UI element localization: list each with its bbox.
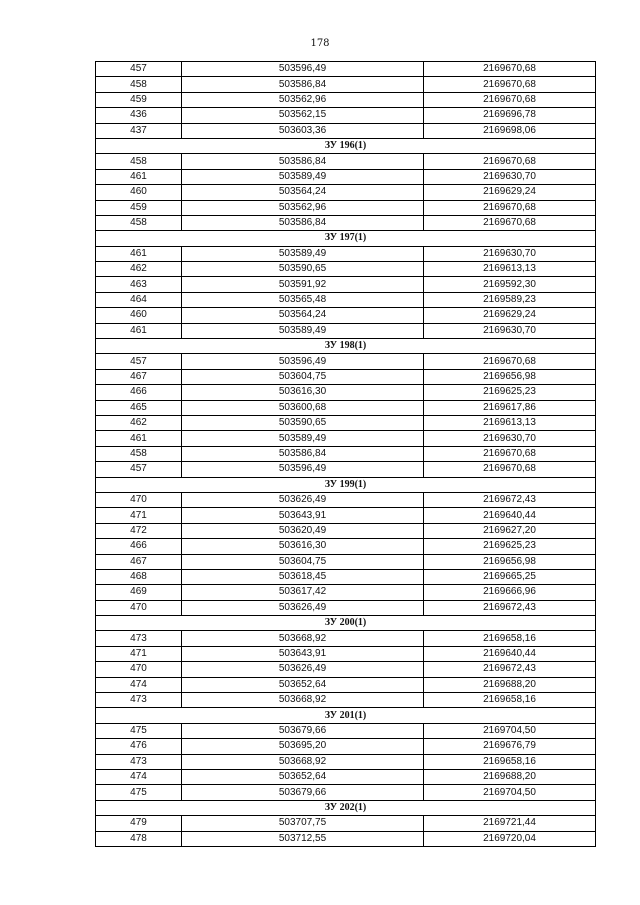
x-coordinate-cell: 503586,84	[182, 215, 424, 230]
point-number-cell: 459	[96, 200, 182, 215]
point-number-cell: 473	[96, 754, 182, 769]
table-row	[96, 77, 596, 92]
y-coordinate-cell: 2169666,96	[424, 585, 596, 600]
x-coordinate-cell: 503626,49	[182, 492, 424, 507]
point-number-cell: 460	[96, 185, 182, 200]
x-coordinate-cell: 503586,84	[182, 446, 424, 461]
table-row	[96, 646, 596, 661]
table-row	[96, 569, 596, 584]
section-header-row	[96, 231, 596, 246]
table-row	[96, 62, 596, 77]
point-number-cell: 467	[96, 369, 182, 384]
y-coordinate-cell: 2169670,68	[424, 354, 596, 369]
x-coordinate-cell: 503589,49	[182, 323, 424, 338]
x-coordinate-cell: 503603,36	[182, 123, 424, 138]
table-row	[96, 169, 596, 184]
section-title: ЗУ 200(1)	[96, 616, 596, 631]
x-coordinate-cell: 503679,66	[182, 723, 424, 738]
coordinates-table	[95, 61, 596, 847]
table-row	[96, 415, 596, 430]
point-number-cell: 470	[96, 662, 182, 677]
section-header-row	[96, 339, 596, 354]
section-header-row	[96, 708, 596, 723]
x-coordinate-cell: 503590,65	[182, 415, 424, 430]
point-number-cell: 436	[96, 108, 182, 123]
y-coordinate-cell: 2169704,50	[424, 785, 596, 800]
point-number-cell: 469	[96, 585, 182, 600]
point-number-cell: 474	[96, 677, 182, 692]
point-number-cell: 465	[96, 400, 182, 415]
point-number-cell: 466	[96, 385, 182, 400]
x-coordinate-cell: 503679,66	[182, 785, 424, 800]
y-coordinate-cell: 2169613,13	[424, 415, 596, 430]
y-coordinate-cell: 2169688,20	[424, 769, 596, 784]
y-coordinate-cell: 2169630,70	[424, 431, 596, 446]
table-row	[96, 739, 596, 754]
point-number-cell: 459	[96, 92, 182, 107]
x-coordinate-cell: 503591,92	[182, 277, 424, 292]
table-row	[96, 246, 596, 261]
table-row	[96, 508, 596, 523]
point-number-cell: 472	[96, 523, 182, 538]
y-coordinate-cell: 2169658,16	[424, 631, 596, 646]
point-number-cell: 478	[96, 831, 182, 846]
x-coordinate-cell: 503626,49	[182, 600, 424, 615]
x-coordinate-cell: 503707,75	[182, 816, 424, 831]
point-number-cell: 479	[96, 816, 182, 831]
x-coordinate-cell: 503562,96	[182, 92, 424, 107]
point-number-cell: 466	[96, 539, 182, 554]
x-coordinate-cell: 503562,96	[182, 200, 424, 215]
table-row	[96, 108, 596, 123]
y-coordinate-cell: 2169670,68	[424, 200, 596, 215]
table-row	[96, 200, 596, 215]
table-row	[96, 92, 596, 107]
point-number-cell: 461	[96, 246, 182, 261]
table-row	[96, 523, 596, 538]
section-title: ЗУ 202(1)	[96, 800, 596, 815]
section-header-row	[96, 477, 596, 492]
table-row	[96, 492, 596, 507]
y-coordinate-cell: 2169630,70	[424, 169, 596, 184]
y-coordinate-cell: 2169720,04	[424, 831, 596, 846]
table-row	[96, 554, 596, 569]
y-coordinate-cell: 2169629,24	[424, 185, 596, 200]
point-number-cell: 475	[96, 785, 182, 800]
y-coordinate-cell: 2169672,43	[424, 662, 596, 677]
x-coordinate-cell: 503668,92	[182, 754, 424, 769]
point-number-cell: 471	[96, 646, 182, 661]
point-number-cell: 457	[96, 62, 182, 77]
table-row	[96, 154, 596, 169]
x-coordinate-cell: 503590,65	[182, 262, 424, 277]
y-coordinate-cell: 2169670,68	[424, 462, 596, 477]
point-number-cell: 470	[96, 492, 182, 507]
y-coordinate-cell: 2169696,78	[424, 108, 596, 123]
x-coordinate-cell: 503643,91	[182, 508, 424, 523]
y-coordinate-cell: 2169627,20	[424, 523, 596, 538]
y-coordinate-cell: 2169658,16	[424, 693, 596, 708]
table-row	[96, 400, 596, 415]
point-number-cell: 464	[96, 292, 182, 307]
table-row	[96, 308, 596, 323]
point-number-cell: 457	[96, 462, 182, 477]
x-coordinate-cell: 503616,30	[182, 385, 424, 400]
section-title: ЗУ 197(1)	[96, 231, 596, 246]
x-coordinate-cell: 503616,30	[182, 539, 424, 554]
table-row	[96, 369, 596, 384]
x-coordinate-cell: 503626,49	[182, 662, 424, 677]
point-number-cell: 462	[96, 415, 182, 430]
point-number-cell: 461	[96, 323, 182, 338]
table-row	[96, 431, 596, 446]
y-coordinate-cell: 2169670,68	[424, 154, 596, 169]
point-number-cell: 437	[96, 123, 182, 138]
y-coordinate-cell: 2169656,98	[424, 554, 596, 569]
y-coordinate-cell: 2169640,44	[424, 646, 596, 661]
point-number-cell: 476	[96, 739, 182, 754]
x-coordinate-cell: 503652,64	[182, 769, 424, 784]
point-number-cell: 467	[96, 554, 182, 569]
x-coordinate-cell: 503586,84	[182, 77, 424, 92]
x-coordinate-cell: 503668,92	[182, 631, 424, 646]
table-row	[96, 754, 596, 769]
table-row	[96, 354, 596, 369]
table-row	[96, 662, 596, 677]
x-coordinate-cell: 503565,48	[182, 292, 424, 307]
point-number-cell: 468	[96, 569, 182, 584]
y-coordinate-cell: 2169589,23	[424, 292, 596, 307]
point-number-cell: 458	[96, 446, 182, 461]
point-number-cell: 474	[96, 769, 182, 784]
y-coordinate-cell: 2169665,25	[424, 569, 596, 584]
table-row	[96, 446, 596, 461]
y-coordinate-cell: 2169670,68	[424, 446, 596, 461]
point-number-cell: 460	[96, 308, 182, 323]
y-coordinate-cell: 2169670,68	[424, 62, 596, 77]
section-title: ЗУ 201(1)	[96, 708, 596, 723]
table-row	[96, 385, 596, 400]
x-coordinate-cell: 503604,75	[182, 554, 424, 569]
x-coordinate-cell: 503712,55	[182, 831, 424, 846]
coordinates-table-body	[96, 62, 596, 847]
table-row	[96, 277, 596, 292]
y-coordinate-cell: 2169625,23	[424, 539, 596, 554]
x-coordinate-cell: 503596,49	[182, 462, 424, 477]
table-row	[96, 831, 596, 846]
y-coordinate-cell: 2169630,70	[424, 323, 596, 338]
table-row	[96, 539, 596, 554]
y-coordinate-cell: 2169672,43	[424, 492, 596, 507]
table-row	[96, 600, 596, 615]
x-coordinate-cell: 503643,91	[182, 646, 424, 661]
y-coordinate-cell: 2169640,44	[424, 508, 596, 523]
point-number-cell: 462	[96, 262, 182, 277]
point-number-cell: 471	[96, 508, 182, 523]
point-number-cell: 473	[96, 631, 182, 646]
y-coordinate-cell: 2169688,20	[424, 677, 596, 692]
x-coordinate-cell: 503668,92	[182, 693, 424, 708]
table-row	[96, 185, 596, 200]
y-coordinate-cell: 2169630,70	[424, 246, 596, 261]
x-coordinate-cell: 503564,24	[182, 185, 424, 200]
y-coordinate-cell: 2169670,68	[424, 92, 596, 107]
point-number-cell: 475	[96, 723, 182, 738]
y-coordinate-cell: 2169721,44	[424, 816, 596, 831]
y-coordinate-cell: 2169629,24	[424, 308, 596, 323]
x-coordinate-cell: 503596,49	[182, 62, 424, 77]
y-coordinate-cell: 2169672,43	[424, 600, 596, 615]
x-coordinate-cell: 503589,49	[182, 431, 424, 446]
x-coordinate-cell: 503652,64	[182, 677, 424, 692]
x-coordinate-cell: 503596,49	[182, 354, 424, 369]
table-row	[96, 462, 596, 477]
section-title: ЗУ 196(1)	[96, 138, 596, 153]
y-coordinate-cell: 2169617,86	[424, 400, 596, 415]
table-row	[96, 262, 596, 277]
y-coordinate-cell: 2169676,79	[424, 739, 596, 754]
table-row	[96, 723, 596, 738]
point-number-cell: 463	[96, 277, 182, 292]
section-header-row	[96, 616, 596, 631]
y-coordinate-cell: 2169625,23	[424, 385, 596, 400]
y-coordinate-cell: 2169656,98	[424, 369, 596, 384]
point-number-cell: 461	[96, 431, 182, 446]
table-row	[96, 631, 596, 646]
table-row	[96, 215, 596, 230]
table-row	[96, 769, 596, 784]
y-coordinate-cell: 2169592,30	[424, 277, 596, 292]
x-coordinate-cell: 503562,15	[182, 108, 424, 123]
point-number-cell: 458	[96, 77, 182, 92]
x-coordinate-cell: 503695,20	[182, 739, 424, 754]
table-row	[96, 785, 596, 800]
y-coordinate-cell: 2169670,68	[424, 77, 596, 92]
section-title: ЗУ 198(1)	[96, 339, 596, 354]
table-row	[96, 677, 596, 692]
point-number-cell: 473	[96, 693, 182, 708]
x-coordinate-cell: 503600,68	[182, 400, 424, 415]
section-header-row	[96, 138, 596, 153]
x-coordinate-cell: 503589,49	[182, 246, 424, 261]
x-coordinate-cell: 503586,84	[182, 154, 424, 169]
table-row	[96, 323, 596, 338]
x-coordinate-cell: 503604,75	[182, 369, 424, 384]
table-row	[96, 123, 596, 138]
y-coordinate-cell: 2169670,68	[424, 215, 596, 230]
point-number-cell: 457	[96, 354, 182, 369]
y-coordinate-cell: 2169704,50	[424, 723, 596, 738]
x-coordinate-cell: 503620,49	[182, 523, 424, 538]
x-coordinate-cell: 503617,42	[182, 585, 424, 600]
section-title: ЗУ 199(1)	[96, 477, 596, 492]
y-coordinate-cell: 2169658,16	[424, 754, 596, 769]
section-header-row	[96, 800, 596, 815]
point-number-cell: 461	[96, 169, 182, 184]
table-row	[96, 585, 596, 600]
table-row	[96, 693, 596, 708]
y-coordinate-cell: 2169613,13	[424, 262, 596, 277]
point-number-cell: 458	[96, 215, 182, 230]
table-row	[96, 816, 596, 831]
table-row	[96, 292, 596, 307]
x-coordinate-cell: 503564,24	[182, 308, 424, 323]
point-number-cell: 458	[96, 154, 182, 169]
x-coordinate-cell: 503618,45	[182, 569, 424, 584]
y-coordinate-cell: 2169698,06	[424, 123, 596, 138]
x-coordinate-cell: 503589,49	[182, 169, 424, 184]
page-number: 178	[310, 38, 330, 49]
point-number-cell: 470	[96, 600, 182, 615]
